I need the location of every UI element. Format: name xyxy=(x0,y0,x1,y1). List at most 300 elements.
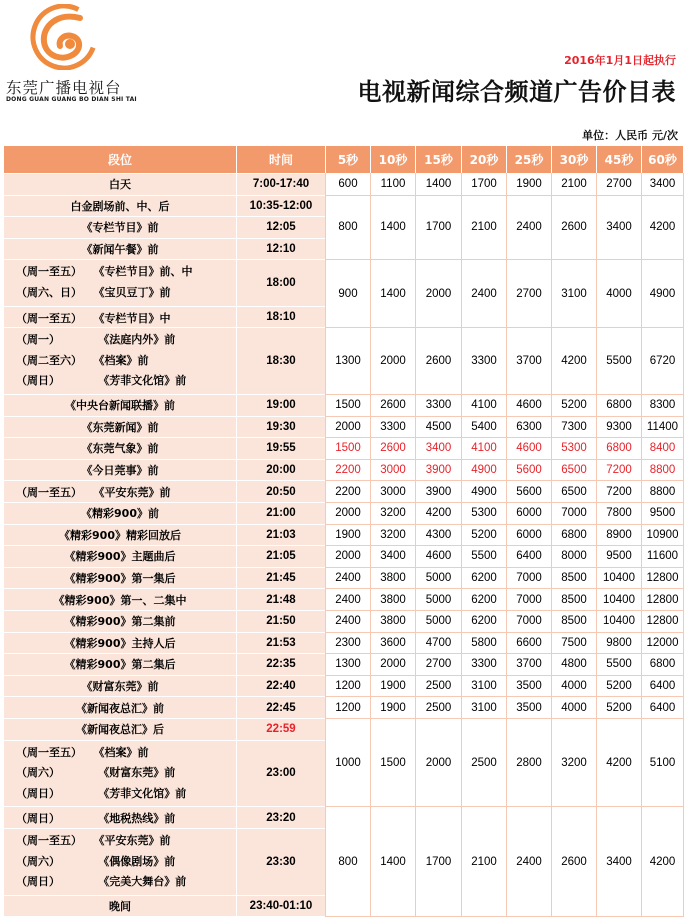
price-cell: 1500 xyxy=(326,395,370,416)
price-cell: 4800 xyxy=(552,654,596,675)
price-cell: 1900 xyxy=(507,174,551,195)
price-cell: 4000 xyxy=(552,697,596,718)
price-cell: 4200 xyxy=(552,328,596,394)
time-slot-label: 《精彩900》精彩回放后 xyxy=(59,528,181,542)
time-slot xyxy=(4,676,236,697)
price-cell: 1400 xyxy=(416,174,461,195)
price-cell: 12800 xyxy=(642,568,683,589)
currency-unit: 单位：人民币 元/次 xyxy=(582,129,678,142)
time-slot-line: （周六） 《财富东莞》前 xyxy=(16,766,176,780)
price-cell: 2800 xyxy=(507,719,551,806)
price-group xyxy=(4,525,683,546)
price-cell: 1200 xyxy=(326,676,370,697)
air-time: 23:00 xyxy=(237,741,325,807)
time-slot xyxy=(4,239,236,260)
price-cell: 2000 xyxy=(326,417,370,438)
column-header: 15秒 xyxy=(416,146,461,173)
price-cell: 6000 xyxy=(507,503,551,524)
price-cell: 2500 xyxy=(416,697,461,718)
air-time: 10:35-12:00 xyxy=(237,196,325,217)
price-cell: 5500 xyxy=(597,328,641,394)
price-cell: 2300 xyxy=(326,633,370,654)
air-time: 22:35 xyxy=(237,654,325,675)
price-cell: 1700 xyxy=(416,196,461,260)
price-cell: 5600 xyxy=(507,460,551,481)
price-cell: 8400 xyxy=(642,438,683,459)
time-slot-label: 《精彩900》第二集前 xyxy=(64,615,176,629)
time-slot-label: 《精彩900》第二集后 xyxy=(64,658,176,672)
time-slot xyxy=(4,307,236,328)
price-cell: 3100 xyxy=(552,260,596,327)
time-slot xyxy=(4,568,236,589)
time-slot-label: 《新闻夜总汇》前 xyxy=(76,701,164,715)
price-cell: 4600 xyxy=(416,546,461,567)
price-cell: 5300 xyxy=(552,438,596,459)
time-slot-label: 《精彩900》主题曲后 xyxy=(64,550,176,564)
price-cell: 4900 xyxy=(462,460,506,481)
price-cell: 2600 xyxy=(552,196,596,260)
price-group xyxy=(4,395,683,416)
price-cell: 6200 xyxy=(462,589,506,610)
time-slot-label: 《精彩900》第一、二集中 xyxy=(53,593,187,607)
air-time: 19:55 xyxy=(237,438,325,459)
price-cell: 9300 xyxy=(597,417,641,438)
time-slot-line: （周一至五） 《专栏节目》中 xyxy=(16,311,171,325)
price-cell: 6400 xyxy=(642,676,683,697)
price-cell: 2100 xyxy=(462,807,506,916)
price-cell: 5200 xyxy=(597,676,641,697)
price-cell: 7200 xyxy=(597,481,641,502)
price-cell: 2400 xyxy=(326,568,370,589)
air-time: 19:30 xyxy=(237,417,325,438)
price-cell: 4300 xyxy=(416,525,461,546)
price-cell: 3300 xyxy=(416,395,461,416)
price-group xyxy=(4,589,683,610)
price-cell: 8000 xyxy=(552,546,596,567)
price-cell: 4000 xyxy=(597,260,641,327)
price-cell: 2600 xyxy=(371,438,415,459)
price-cell: 10400 xyxy=(597,611,641,632)
time-slot xyxy=(4,719,236,740)
time-slot-label: 《东莞新闻》前 xyxy=(81,420,159,434)
price-cell: 8500 xyxy=(552,589,596,610)
price-cell: 4200 xyxy=(642,196,683,260)
air-time: 20:00 xyxy=(237,460,325,481)
time-slot-line: （周六） 《偶像剧场》前 xyxy=(16,854,176,868)
price-cell: 2000 xyxy=(416,260,461,327)
price-cell: 6300 xyxy=(507,417,551,438)
time-slot xyxy=(4,589,236,610)
price-cell: 2000 xyxy=(326,546,370,567)
price-group xyxy=(4,654,683,675)
time-slot-label: 《中央台新闻联播》前 xyxy=(65,399,175,413)
column-divider xyxy=(641,173,642,917)
station-pinyin: DONG GUAN GUANG BO DIAN SHI TAI xyxy=(6,96,137,103)
column-divider xyxy=(370,173,371,917)
air-time: 21:03 xyxy=(237,525,325,546)
column-divider xyxy=(551,173,552,917)
price-cell: 1900 xyxy=(371,697,415,718)
time-slot xyxy=(4,481,236,502)
time-slot xyxy=(4,546,236,567)
price-cell: 800 xyxy=(326,807,370,916)
price-cell: 10900 xyxy=(642,525,683,546)
price-group xyxy=(4,719,683,806)
price-cell: 5800 xyxy=(462,633,506,654)
price-cell: 800 xyxy=(326,196,370,260)
time-slot-line: （周一至五） 《档案》前 xyxy=(16,745,149,759)
price-cell: 4900 xyxy=(462,481,506,502)
price-cell: 4100 xyxy=(462,395,506,416)
time-slot-label: 白天 xyxy=(109,178,131,192)
price-cell: 2700 xyxy=(507,260,551,327)
price-cell: 7300 xyxy=(552,417,596,438)
price-cell: 6200 xyxy=(462,611,506,632)
price-cell: 3700 xyxy=(507,654,551,675)
time-slot xyxy=(4,807,236,828)
time-slot-label: 《今日莞事》前 xyxy=(81,464,159,478)
price-cell: 5300 xyxy=(462,503,506,524)
price-cell: 6800 xyxy=(597,395,641,416)
price-cell: 1700 xyxy=(416,807,461,916)
air-time: 23:40-01:10 xyxy=(237,896,325,917)
price-cell: 3300 xyxy=(462,328,506,394)
price-group xyxy=(4,481,683,502)
price-group xyxy=(4,196,683,260)
air-time: 22:59 xyxy=(237,719,325,740)
price-cell: 6400 xyxy=(642,697,683,718)
price-cell: 2600 xyxy=(371,395,415,416)
price-cell: 2200 xyxy=(326,460,370,481)
price-cell: 4000 xyxy=(552,676,596,697)
air-time: 18:00 xyxy=(237,260,325,305)
time-slot xyxy=(4,525,236,546)
column-header: 45秒 xyxy=(597,146,641,173)
price-cell: 6000 xyxy=(507,525,551,546)
air-time: 18:30 xyxy=(237,328,325,394)
price-cell: 3800 xyxy=(371,611,415,632)
column-header: 30秒 xyxy=(552,146,596,173)
price-cell: 10400 xyxy=(597,589,641,610)
price-cell: 8800 xyxy=(642,460,683,481)
price-cell: 3200 xyxy=(371,525,415,546)
price-cell: 1000 xyxy=(326,719,370,806)
column-header: 20秒 xyxy=(462,146,506,173)
price-cell: 11400 xyxy=(642,417,683,438)
price-cell: 3500 xyxy=(507,697,551,718)
air-time: 22:40 xyxy=(237,676,325,697)
time-slot xyxy=(4,174,236,195)
price-cell: 3400 xyxy=(642,174,683,195)
price-group xyxy=(4,676,683,697)
time-slot-line: （周一） 《法庭内外》前 xyxy=(16,333,176,347)
price-cell: 3400 xyxy=(416,438,461,459)
price-cell: 3100 xyxy=(462,676,506,697)
price-cell: 6800 xyxy=(597,438,641,459)
price-cell: 5200 xyxy=(552,395,596,416)
time-slot-line: （周二至六） 《档案》前 xyxy=(16,353,149,367)
time-slot xyxy=(4,697,236,718)
price-cell: 5400 xyxy=(462,417,506,438)
air-time: 21:45 xyxy=(237,568,325,589)
table-header-row xyxy=(4,146,683,173)
column-header: 5秒 xyxy=(326,146,370,173)
time-slot xyxy=(4,395,236,416)
price-cell: 5600 xyxy=(507,481,551,502)
time-slot-label: 《精彩900》主持人后 xyxy=(64,636,176,650)
price-cell: 5000 xyxy=(416,589,461,610)
time-slot-label: 《财富东莞》前 xyxy=(81,680,159,694)
effective-date: 2016年1月1日起执行 xyxy=(564,54,676,67)
air-time: 21:05 xyxy=(237,546,325,567)
price-cell: 2200 xyxy=(326,481,370,502)
price-group xyxy=(4,438,683,459)
price-cell: 2700 xyxy=(416,654,461,675)
price-cell: 3500 xyxy=(507,676,551,697)
price-cell: 2100 xyxy=(462,196,506,260)
time-slot xyxy=(4,829,236,895)
price-cell: 3200 xyxy=(552,719,596,806)
price-cell: 6200 xyxy=(462,568,506,589)
column-divider xyxy=(415,173,416,917)
air-time: 19:00 xyxy=(237,395,325,416)
price-group xyxy=(4,697,683,718)
price-cell: 3400 xyxy=(371,546,415,567)
time-slot-line: （周六、日） 《宝贝豆丁》前 xyxy=(16,285,171,299)
time-slot-label: 《东莞气象》前 xyxy=(81,442,159,456)
time-slot xyxy=(4,260,236,305)
price-cell: 1300 xyxy=(326,328,370,394)
price-cell: 3100 xyxy=(462,697,506,718)
price-cell: 8800 xyxy=(642,481,683,502)
price-cell: 3600 xyxy=(371,633,415,654)
price-cell: 2400 xyxy=(326,611,370,632)
column-header: 段位 xyxy=(4,146,236,173)
price-cell: 7000 xyxy=(552,503,596,524)
price-cell: 1400 xyxy=(371,807,415,916)
station-name: 东莞广播电视台 xyxy=(6,79,122,97)
price-cell: 8900 xyxy=(597,525,641,546)
price-group xyxy=(4,260,683,327)
price-cell: 1700 xyxy=(462,174,506,195)
price-cell: 3300 xyxy=(462,654,506,675)
price-cell: 7800 xyxy=(597,503,641,524)
time-slot xyxy=(4,741,236,807)
price-cell: 3400 xyxy=(597,196,641,260)
price-cell: 3200 xyxy=(371,503,415,524)
price-cell: 6720 xyxy=(642,328,683,394)
price-cell: 1900 xyxy=(326,525,370,546)
time-slot xyxy=(4,217,236,238)
time-slot xyxy=(4,196,236,217)
price-group xyxy=(4,503,683,524)
price-cell: 7000 xyxy=(507,611,551,632)
price-cell: 7000 xyxy=(507,568,551,589)
price-cell: 2600 xyxy=(416,328,461,394)
price-cell: 1400 xyxy=(371,196,415,260)
price-cell: 5500 xyxy=(597,654,641,675)
price-cell: 8300 xyxy=(642,395,683,416)
price-cell: 4600 xyxy=(507,395,551,416)
price-cell: 5200 xyxy=(462,525,506,546)
air-time: 18:10 xyxy=(237,307,325,328)
price-cell: 2500 xyxy=(462,719,506,806)
time-slot-label: 晚间 xyxy=(109,900,131,914)
column-header: 10秒 xyxy=(371,146,415,173)
price-cell: 6600 xyxy=(507,633,551,654)
price-cell: 4900 xyxy=(642,260,683,327)
price-cell: 9800 xyxy=(597,633,641,654)
price-cell: 2700 xyxy=(597,174,641,195)
column-header: 60秒 xyxy=(642,146,683,173)
time-slot-label: 白金剧场前、中、后 xyxy=(70,199,170,213)
air-time: 20:50 xyxy=(237,481,325,502)
price-cell: 1200 xyxy=(326,697,370,718)
price-group xyxy=(4,568,683,589)
price-cell: 4700 xyxy=(416,633,461,654)
air-time: 21:53 xyxy=(237,633,325,654)
air-time: 21:50 xyxy=(237,611,325,632)
air-time: 21:48 xyxy=(237,589,325,610)
price-cell: 10400 xyxy=(597,568,641,589)
price-cell: 6500 xyxy=(552,481,596,502)
time-slot-label: 《精彩900》前 xyxy=(81,507,159,521)
column-divider xyxy=(325,173,326,917)
price-group xyxy=(4,611,683,632)
air-time: 12:10 xyxy=(237,239,325,260)
price-cell: 1400 xyxy=(371,260,415,327)
price-group xyxy=(4,417,683,438)
price-cell: 7500 xyxy=(552,633,596,654)
price-cell: 12800 xyxy=(642,611,683,632)
price-cell: 600 xyxy=(326,174,370,195)
price-cell: 2400 xyxy=(507,196,551,260)
price-cell: 5100 xyxy=(642,719,683,806)
time-slot-line: （周一至五） 《平安东莞》前 xyxy=(16,833,171,847)
price-cell: 1500 xyxy=(326,438,370,459)
price-cell: 5500 xyxy=(462,546,506,567)
time-slot-label: 《专栏节目》前 xyxy=(81,221,159,235)
price-cell: 1300 xyxy=(326,654,370,675)
price-cell: 5200 xyxy=(597,697,641,718)
price-cell: 4100 xyxy=(462,438,506,459)
price-cell: 12800 xyxy=(642,589,683,610)
price-cell: 8500 xyxy=(552,568,596,589)
price-cell: 5000 xyxy=(416,611,461,632)
price-cell: 5000 xyxy=(416,568,461,589)
price-cell: 3300 xyxy=(371,417,415,438)
price-cell: 9500 xyxy=(642,503,683,524)
time-slot xyxy=(4,896,236,917)
time-slot-line: （周日） 《地税热线》前 xyxy=(16,812,176,826)
price-cell: 2400 xyxy=(462,260,506,327)
price-group xyxy=(4,633,683,654)
column-header: 时间 xyxy=(237,146,325,173)
price-cell: 2000 xyxy=(371,654,415,675)
price-cell: 2500 xyxy=(416,676,461,697)
price-cell: 2000 xyxy=(416,719,461,806)
price-cell: 2400 xyxy=(507,807,551,916)
price-cell: 6800 xyxy=(642,654,683,675)
price-group xyxy=(4,460,683,481)
air-time: 23:30 xyxy=(237,829,325,895)
time-slot-line: （周日） 《芳菲文化馆》前 xyxy=(16,786,187,800)
price-group xyxy=(4,546,683,567)
price-cell: 9500 xyxy=(597,546,641,567)
column-divider xyxy=(461,173,462,917)
column-divider xyxy=(506,173,507,917)
price-cell: 6800 xyxy=(552,525,596,546)
time-slot-label: 《新闻夜总汇》后 xyxy=(76,723,164,737)
price-cell: 3000 xyxy=(371,460,415,481)
time-slot xyxy=(4,438,236,459)
price-cell: 4600 xyxy=(507,438,551,459)
price-cell: 900 xyxy=(326,260,370,327)
price-cell: 2000 xyxy=(326,503,370,524)
price-cell: 7000 xyxy=(507,589,551,610)
air-time: 21:00 xyxy=(237,503,325,524)
price-cell: 8500 xyxy=(552,611,596,632)
air-time: 7:00-17:40 xyxy=(237,174,325,195)
time-slot-line: （周一至五） 《专栏节目》前、中 xyxy=(16,265,193,279)
price-group xyxy=(4,174,683,195)
page-title: 电视新闻综合频道广告价目表 xyxy=(357,78,676,106)
column-divider xyxy=(596,173,597,917)
time-slot-line: （周日） 《完美大舞台》前 xyxy=(16,875,187,889)
time-slot xyxy=(4,611,236,632)
price-cell: 6500 xyxy=(552,460,596,481)
price-cell: 6400 xyxy=(507,546,551,567)
price-cell: 1900 xyxy=(371,676,415,697)
price-group xyxy=(4,807,683,916)
time-slot xyxy=(4,503,236,524)
price-cell: 4200 xyxy=(597,719,641,806)
price-cell: 3400 xyxy=(597,807,641,916)
price-cell: 4200 xyxy=(642,807,683,916)
price-cell: 3800 xyxy=(371,568,415,589)
air-time: 12:05 xyxy=(237,217,325,238)
price-group xyxy=(4,328,683,394)
price-cell: 12000 xyxy=(642,633,683,654)
price-cell: 2400 xyxy=(326,589,370,610)
price-cell: 3700 xyxy=(507,328,551,394)
time-slot xyxy=(4,328,236,394)
price-cell: 2100 xyxy=(552,174,596,195)
price-cell: 3900 xyxy=(416,460,461,481)
price-cell: 3800 xyxy=(371,589,415,610)
time-slot xyxy=(4,633,236,654)
price-cell: 1100 xyxy=(371,174,415,195)
time-slot-label: 《新闻午餐》前 xyxy=(81,243,159,257)
time-slot-line: （周日） 《芳菲文化馆》前 xyxy=(16,374,187,388)
price-cell: 1500 xyxy=(371,719,415,806)
time-slot xyxy=(4,460,236,481)
time-slot-label: 《精彩900》第一集后 xyxy=(64,572,176,586)
price-cell: 11600 xyxy=(642,546,683,567)
time-slot-line: （周一至五） 《平安东莞》前 xyxy=(16,486,171,500)
price-cell: 2600 xyxy=(552,807,596,916)
column-header: 25秒 xyxy=(507,146,551,173)
price-cell: 7200 xyxy=(597,460,641,481)
station-logo-icon xyxy=(28,4,100,70)
air-time: 23:20 xyxy=(237,807,325,828)
price-cell: 3000 xyxy=(371,481,415,502)
price-cell: 4500 xyxy=(416,417,461,438)
time-slot xyxy=(4,417,236,438)
price-cell: 4200 xyxy=(416,503,461,524)
price-cell: 2000 xyxy=(371,328,415,394)
price-cell: 3900 xyxy=(416,481,461,502)
